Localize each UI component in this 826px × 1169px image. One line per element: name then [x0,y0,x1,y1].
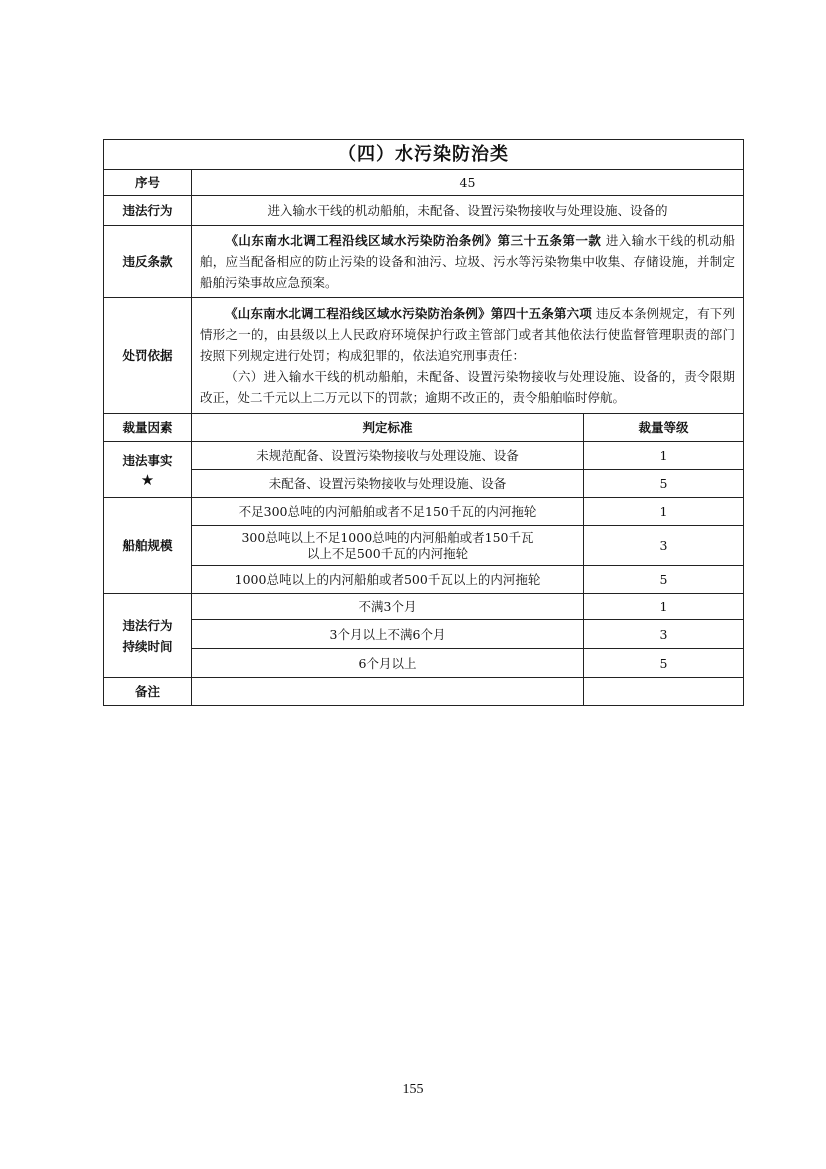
remark-level [584,678,744,706]
clause-label: 违反条款 [104,226,192,298]
factor-label-line: 违法行为 [122,617,173,633]
table-row-standard [192,526,584,566]
table-title: （四）水污染防治类 [104,140,744,170]
remark-standard [192,678,584,706]
table-row-level: 5 [584,470,744,498]
table-row-standard: 未配备、设置污染物接收与处理设施、设备 [192,470,584,498]
table-row-standard: 未规范配备、设置污染物接收与处理设施、设备 [192,442,584,470]
table-row-standard: 不足300总吨的内河船舶或者不足150千瓦的内河拖轮 [192,498,584,526]
behavior-value: 进入输水干线的机动船舶，未配备、设置污染物接收与处理设施、设备的 [192,196,744,226]
table-row-level: 5 [584,566,744,594]
factor-header: 裁量因素 [104,414,192,442]
seq-value: 45 [192,170,744,196]
table-row-standard: 不满3个月 [192,594,584,620]
standard-line: 以上不足500千瓦的内河拖轮 [306,545,469,561]
factor-duration [104,594,192,678]
table-row-standard: 1000总吨以上的内河船舶或者500千瓦以上的内河拖轮 [192,566,584,594]
clause-text-cell [192,226,744,298]
table-row-level: 5 [584,649,744,678]
factor-illegal-fact [104,442,192,498]
factor-ship-size: 船舶规模 [104,498,192,594]
remark-label: 备注 [104,678,192,706]
seq-label: 序号 [104,170,192,196]
clause-text: 进入输水干线的机动船舶，应当配备相应的防止污染的设备和油污、垃圾、污水等污染物集中收集、存储设施，并制定船舶污染事故应急预案。 [200,233,736,290]
basis-text-cell [192,298,744,414]
page-number: 155 [402,1082,424,1097]
behavior-label: 违法行为 [104,196,192,226]
table-row-level: 1 [584,442,744,470]
table-row-level: 3 [584,526,744,566]
factor-label: 违法事实 [122,453,173,468]
standard-line: 300总吨以上不足1000总吨的内河船舶或者150千瓦 [241,529,534,545]
basis-text: 违反本条例规定，有下列情形之一的，由县级以上人民政府环境保护行政主管部门或者其他依法行使监督管理职责的部门按照下列规定进行处罚；构成犯罪的，依法追究刑事责任： [200,306,736,363]
penalty-table [103,139,744,706]
level-header: 裁量等级 [584,414,744,442]
basis-item: （六）进入输水干线的机动船舶，未配备、设置污染物接收与处理设施、设备的，责令限期改正，处二千元以上二万元以下的罚款；逾期不改正的，责令船舶临时停航。 [200,369,736,405]
table-row-standard: 6个月以上 [192,649,584,678]
table-row-level: 1 [584,594,744,620]
basis-law: 《山东南水北调工程沿线区域水污染防治条例》第四十五条第六项 [225,306,592,321]
table-row-standard: 3个月以上不满6个月 [192,620,584,649]
basis-label: 处罚依据 [104,298,192,414]
factor-label-line: 持续时间 [122,638,173,654]
table-row-level: 1 [584,498,744,526]
standard-header: 判定标准 [192,414,584,442]
table-row-level: 3 [584,620,744,649]
star-icon: ★ [140,471,155,489]
clause-law: 《山东南水北调工程沿线区域水污染防治条例》第三十五条第一款 [225,233,602,248]
